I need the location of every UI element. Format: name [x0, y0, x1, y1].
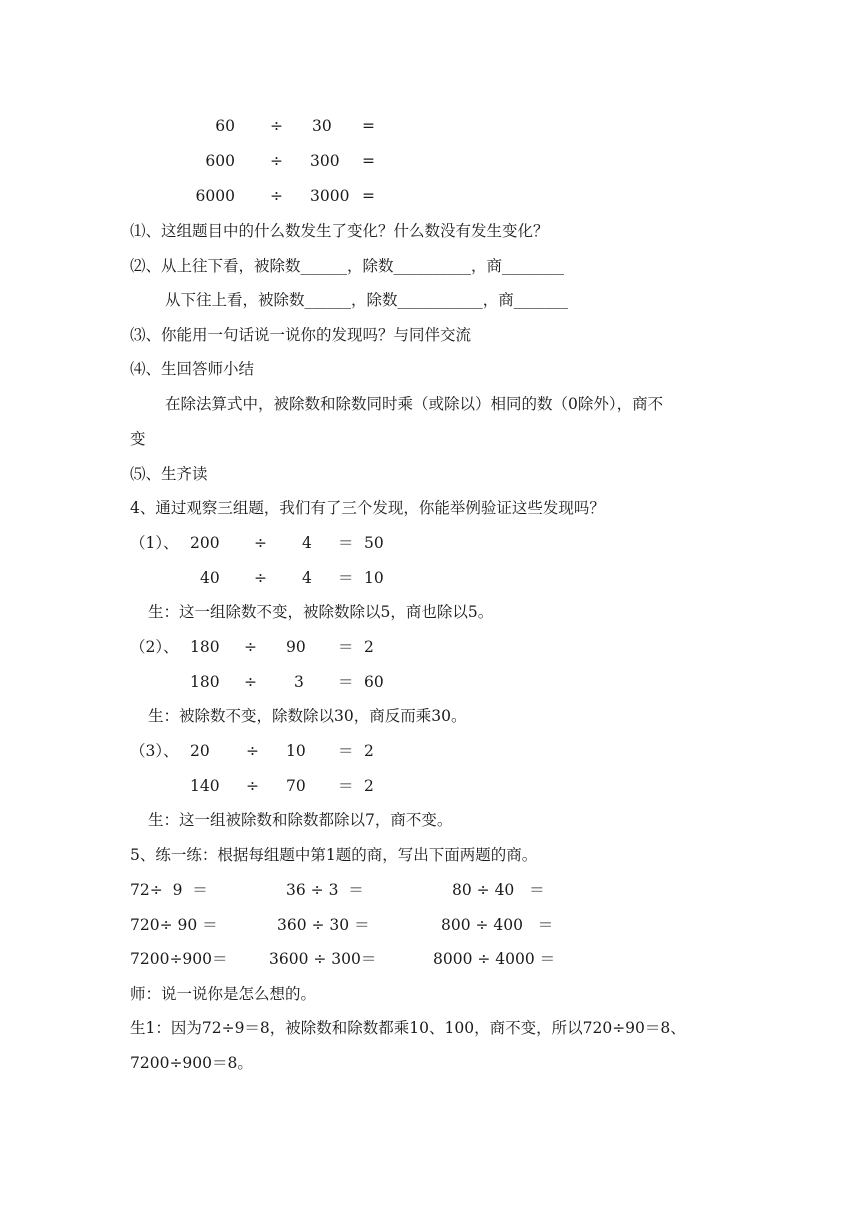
divide-sign: ÷	[270, 152, 283, 170]
practice-item: 36 ÷ 3 ＝	[286, 881, 364, 899]
divide-sign: ÷	[244, 673, 257, 691]
practice-item: 80 ÷ 40 ＝	[452, 881, 545, 899]
divide-sign: ÷	[244, 638, 257, 656]
question-1: ⑴、这组题目中的什么数发生了变化？什么数没有发生变化？	[130, 222, 549, 240]
divide-sign: ÷	[270, 117, 283, 135]
dividend: 200	[190, 534, 220, 552]
equals-sign: ＝	[338, 534, 354, 552]
divisor: 90	[286, 638, 306, 656]
equals-sign: ＝	[338, 638, 354, 656]
divide-sign: ÷	[254, 534, 267, 552]
question-3: ⑶、你能用一句话说一说你的发现吗？与同伴交流	[130, 326, 472, 344]
summary-line-1: 在除法算式中，被除数和除数同时乘（或除以）相同的数（0除外），商不	[165, 395, 664, 413]
divide-sign: ÷	[246, 777, 259, 795]
dividend: 180	[190, 638, 220, 656]
example-label: （3）、	[130, 742, 179, 760]
example-label: （1）、	[130, 534, 179, 552]
dividend: 180	[190, 673, 220, 691]
practice-item: 8000 ÷ 4000 ＝	[433, 950, 556, 968]
dividend: 140	[190, 777, 220, 795]
dividend: 20	[190, 742, 210, 760]
example-note: 生：这一组被除数和除数都除以7，商不变。	[148, 811, 453, 829]
divisor: 70	[286, 777, 306, 795]
divisor: 300	[310, 152, 340, 170]
example-note: 生：被除数不变，除数除以30，商反而乘30。	[148, 707, 467, 725]
section-4-heading: 4、通过观察三组题，我们有了三个发现，你能举例验证这些发现吗？	[130, 499, 605, 517]
student-answer-line-1: 生1：因为72÷9＝8，被除数和除数都乘10、100，商不变，所以720÷90＝8、	[130, 1019, 686, 1037]
practice-item: 72÷ 9 ＝	[130, 881, 208, 899]
divisor: 10	[286, 742, 306, 760]
divide-sign: ÷	[246, 742, 259, 760]
teacher-prompt: 师：说一说你是怎么想的。	[130, 985, 317, 1003]
divisor: 3000	[310, 187, 350, 205]
student-answer-line-2: 7200÷900＝8。	[130, 1054, 253, 1072]
practice-item: 720÷ 90 ＝	[130, 916, 218, 934]
equals-sign: =	[362, 117, 375, 135]
quotient: 60	[364, 673, 384, 691]
quotient: 2	[364, 742, 374, 760]
quotient: 2	[364, 777, 374, 795]
dividend: 6000	[195, 187, 235, 205]
equals-sign: =	[362, 152, 375, 170]
quotient: 2	[364, 638, 374, 656]
dividend: 600	[205, 152, 235, 170]
dividend: 40	[200, 569, 220, 587]
equals-sign: ＝	[338, 673, 354, 691]
divisor: 4	[302, 569, 312, 587]
practice-item: 7200÷900＝	[130, 950, 228, 968]
divide-sign: ÷	[270, 187, 283, 205]
divisor: 3	[294, 673, 304, 691]
question-4: ⑷、生回答师小结	[130, 360, 255, 378]
example-label: （2）、	[130, 638, 179, 656]
equals-sign: ＝	[338, 742, 354, 760]
divide-sign: ÷	[254, 569, 267, 587]
question-2-bottom-up: 从下往上看，被除数______，除数___________，商_______	[165, 291, 569, 309]
equals-sign: ＝	[338, 777, 354, 795]
question-5: ⑸、生齐读	[130, 465, 208, 483]
dividend: 60	[215, 117, 235, 135]
question-2-top-down: ⑵、从上往下看，被除数______，除数__________，商________	[130, 257, 565, 275]
practice-item: 800 ÷ 400 ＝	[441, 916, 554, 934]
divisor: 30	[312, 117, 332, 135]
practice-item: 360 ÷ 30 ＝	[277, 916, 370, 934]
section-5-heading: 5、练一练：根据每组题中第1题的商，写出下面两题的商。	[130, 846, 538, 864]
quotient: 50	[364, 534, 384, 552]
quotient: 10	[364, 569, 384, 587]
divisor: 4	[302, 534, 312, 552]
example-note: 生：这一组除数不变，被除数除以5，商也除以5。	[148, 603, 494, 621]
practice-item: 3600 ÷ 300＝	[269, 950, 377, 968]
equals-sign: =	[362, 187, 375, 205]
equals-sign: ＝	[338, 569, 354, 587]
summary-line-2: 变	[130, 430, 146, 448]
